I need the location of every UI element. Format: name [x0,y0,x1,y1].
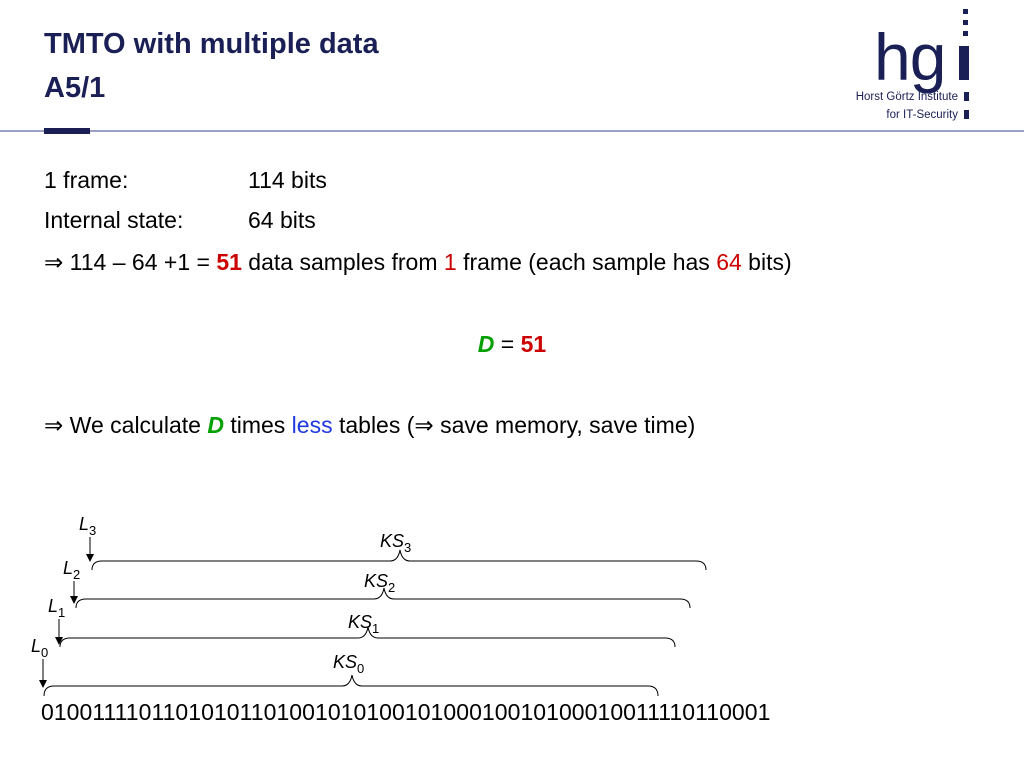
equation-sign: = [494,331,521,357]
logo-institute-subtitle: for IT-Security [886,109,958,121]
svg-text:KS1 [348,612,379,636]
logo-wordmark: hg [874,20,946,94]
implies-arrow-icon: ⇒ [44,249,64,275]
equation-d [0,330,1024,358]
ks-main: KS [364,571,389,591]
l-main: L [48,596,59,616]
keystream-bitstring: 0100111101101010110100101010010100010010100010011110110001 [41,699,771,725]
ks-label-3 [380,531,411,555]
implication-text: data samples from [241,249,444,275]
ks-sub: 3 [404,540,412,555]
brace-ks2 [76,588,690,608]
l-sub: 0 [41,645,49,660]
implication-text: 114 – 64 +1 = [63,249,217,275]
frame-count: 1 [443,249,457,275]
logo-square-icon [964,110,969,119]
sample-bits: 64 [716,249,742,275]
fact-label: Internal state: [44,207,184,233]
implication-text: times [223,412,292,438]
fact-internal-state [44,206,316,234]
ks-label-2 [364,571,395,595]
less-word: less [291,412,333,438]
svg-text:L3 [79,514,96,538]
ks-sub: 1 [372,621,380,636]
title-divider [0,130,1024,132]
ks-label-0 [333,652,364,676]
fact-value: 64 bits [248,207,316,233]
l-sub: 3 [89,523,97,538]
title-line-2: A5/1 [44,72,106,104]
implication-text: tables ( [332,412,415,438]
implication-tables [44,411,695,439]
svg-text:L2 [63,558,80,582]
equation-value: 51 [520,331,547,357]
implies-arrow-icon: ⇒ [414,412,434,438]
fact-label: 1 frame: [44,167,129,193]
logo-dot-icon [963,31,968,36]
implication-text: frame (each sample has [456,249,717,275]
l-main: L [63,558,74,578]
implies-arrow-icon: ⇒ [44,412,64,438]
title-divider-accent [44,128,90,134]
implication-text: save memory, save time) [433,412,696,438]
l-label-0 [31,636,48,688]
samples-count: 51 [216,249,242,275]
svg-text:L0 [31,636,48,660]
l-sub: 1 [58,605,66,620]
logo-institute-name: Horst Görtz Institute [855,91,958,103]
svg-text:L1 [48,596,65,620]
fact-value: 114 bits [248,167,327,193]
logo-dot-icon [963,20,968,25]
hgi-logo [830,6,1010,126]
ks-main: KS [380,531,405,551]
implication-samples [44,248,792,276]
svg-text:KS3 [380,531,411,555]
implication-variable: D [207,412,224,438]
l-sub: 2 [73,567,81,582]
l-label-2 [63,558,80,604]
svg-text:KS0 [333,652,364,676]
ks-label-1 [348,612,379,636]
equation-variable: D [477,331,495,357]
logo-i-stem [959,46,969,80]
svg-text:KS2 [364,571,395,595]
page-title [44,22,379,110]
arrow-down-icon [39,680,47,688]
title-line-1: TMTO with multiple data [44,28,379,60]
l-main: L [31,636,42,656]
l-label-3 [79,514,96,562]
logo-dot-icon [963,9,968,14]
arrow-down-icon [86,554,94,562]
l-main: L [79,514,90,534]
logo-square-icon [964,92,969,101]
ks-main: KS [333,652,358,672]
ks-sub: 0 [357,661,365,676]
implication-text: bits) [741,249,792,275]
fact-frame-size [44,166,327,194]
brace-ks3 [92,550,706,570]
brace-ks0 [44,675,658,696]
keystream-diagram [0,500,1024,768]
ks-main: KS [348,612,373,632]
ks-sub: 2 [388,580,396,595]
l-label-1 [48,596,65,645]
implication-text: We calculate [63,412,208,438]
